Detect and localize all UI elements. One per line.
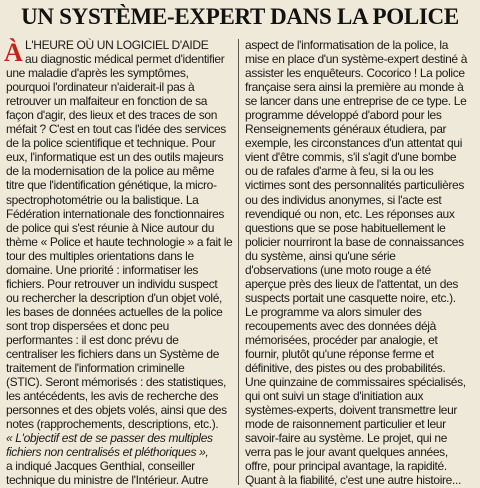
left-column-line: traitement de l'information criminelle bbox=[6, 361, 185, 376]
left-column-line: les antécédents, les avis de recherche des bbox=[6, 389, 219, 404]
right-column-line: policier nourriront la base de connaissances bbox=[245, 234, 464, 249]
right-column-line: du système, ainsi qu'une série bbox=[245, 248, 396, 263]
right-column-line: Renseignements généraux étudiera, par bbox=[245, 122, 447, 137]
right-column-line: questions que se pose habituellement le bbox=[245, 220, 446, 235]
right-column-line: d'observations (une moto rouge a été bbox=[245, 262, 431, 277]
right-column-line: qui ont suivi un stage d'initiation aux bbox=[245, 389, 424, 404]
right-column-line: fournir, plutôt qu'une réponse ferme et bbox=[245, 347, 434, 362]
left-column-line: façon d'agir, des lieux et des traces de son bbox=[6, 108, 218, 123]
right-column-line: programme développé d'abord pour les bbox=[245, 108, 442, 123]
left-column-line: retrouver un malfaiteur en fonction de sa bbox=[6, 94, 208, 109]
left-column-line: thème « Police et haute technologie » a fait le bbox=[6, 234, 233, 249]
right-column-line: mode de raisonnement particulier et leur bbox=[245, 417, 446, 432]
right-column-line: savoir-faire au système. Le projet, qui ne bbox=[245, 431, 448, 446]
right-column-line: mise en place d'un système-expert destiné à bbox=[245, 52, 468, 67]
right-column-line: revendiqué ou non, etc. Les réponses aux bbox=[245, 206, 455, 221]
right-column-line: verra pas le jour avant quelques années, bbox=[245, 445, 448, 460]
right-column-line: ou des individus anonymes, si l'acte est bbox=[245, 192, 442, 207]
column-divider bbox=[238, 39, 239, 485]
left-column-line: domaine. Une priorité : informatiser les bbox=[6, 262, 199, 277]
right-column-line: victimes sont des personnalités particulières bbox=[245, 178, 465, 193]
right-column-line: aperçue près des lieux de l'attentat, un des bbox=[245, 276, 459, 291]
left-column-line: au diagnostic médical permet d'identifier bbox=[25, 52, 225, 67]
right-column-line: française sera ainsi la première au monde à bbox=[245, 80, 464, 95]
right-column bbox=[245, 38, 475, 488]
left-column-line: Fédération internationale des fonctionnaires bbox=[6, 206, 225, 221]
right-column-line: Le programme va alors simuler des bbox=[245, 304, 422, 319]
left-column-line: de la police scientifique et technique. Pour bbox=[6, 136, 216, 151]
left-column-line: de la modernisation de la police au même bbox=[6, 164, 215, 179]
left-column-line: technique du ministre de l'Intérieur. Autre bbox=[6, 473, 209, 488]
left-column-line: spectrophotométrie ou la balistique. La bbox=[6, 192, 199, 207]
left-column-line: sont trop dispersées et donc peu bbox=[6, 318, 169, 333]
left-column-line: personnes et des objets volés, ainsi que des bbox=[6, 403, 227, 418]
right-column-line: offre, pour principal avantage, la rapidité. bbox=[245, 459, 447, 474]
left-column-line: « L'objectif est de se passer des multiples bbox=[6, 431, 213, 446]
right-column-line: se lancer dans une entreprise de ce type. Le bbox=[245, 94, 467, 109]
left-column-line: titre que l'identification génétique, la micro- bbox=[6, 178, 217, 193]
right-column-line: mémorisées, procéder par analogie, et bbox=[245, 332, 438, 347]
headline: UN SYSTÈME-EXPERT DANS LA POLICE bbox=[21, 4, 459, 29]
left-column-line: a indiqué Jacques Genthial, conseiller bbox=[6, 459, 195, 474]
left-column-line: performantes : il est donc prévu de bbox=[6, 332, 179, 347]
left-column-line: les bases de données actuelles de la police bbox=[6, 304, 223, 319]
right-column-line: définitive, des pistes ou des probabilités. bbox=[245, 361, 446, 376]
right-column-line: assister les enquêteurs. Cocorico ! La police bbox=[245, 66, 465, 81]
right-column-line: Quant à la fiabilité, c'est une autre histoire... bbox=[245, 473, 461, 488]
left-column-line: pourquoi l'ordinateur n'aiderait-il pas à bbox=[6, 80, 195, 95]
right-column-line: recoupements avec des données déjà bbox=[245, 318, 436, 333]
left-column-line: méfait ? C'est en tout cas l'idée des services bbox=[6, 122, 226, 137]
left-column-line: une maladie d'après les symptômes, bbox=[6, 66, 189, 81]
right-column-line: exemple, les circonstances d'un attentat qui bbox=[245, 136, 463, 151]
left-column-line: de police qui s'est réunie à Nice autour du bbox=[6, 220, 215, 235]
right-column-line: Une quinzaine de commissaires spécialisés, bbox=[245, 375, 466, 390]
left-column-line: notes (rapprochements, descriptions, etc.). bbox=[6, 417, 219, 432]
right-column-line: vient d'être commis, s'il s'agit d'une bombe bbox=[245, 150, 457, 165]
left-column-line: ou rechercher la description d'un objet volé, bbox=[6, 290, 223, 305]
right-column-line: ou de rafales d'arme à feu, si la ou les bbox=[245, 164, 434, 179]
drop-cap: À bbox=[4, 38, 23, 67]
left-column-line: (STIC). Seront mémorisés : des statistiques, bbox=[6, 375, 227, 390]
left-column-line: L'HEURE OÙ UN LOGICIEL D'AIDE bbox=[25, 38, 209, 52]
left-column-line: fichiers non centralisés et pléthoriques », bbox=[6, 445, 209, 460]
left-column-line: tour des multiples orientations dans le bbox=[6, 248, 194, 263]
left-column-line: centraliser les fichiers dans un Système de bbox=[6, 347, 220, 362]
left-column-line: eux, l'informatique est un des outils majeurs bbox=[6, 150, 224, 165]
right-column-line: suspects portait une casquette noire, etc.). bbox=[245, 290, 456, 305]
left-column-line: fichiers. Pour retrouver un individu suspect bbox=[6, 276, 218, 291]
left-column bbox=[6, 38, 234, 488]
right-column-line: systèmes-experts, doivent transmettre leur bbox=[245, 403, 458, 418]
right-column-line: aspect de l'informatisation de la police, la bbox=[245, 38, 449, 52]
